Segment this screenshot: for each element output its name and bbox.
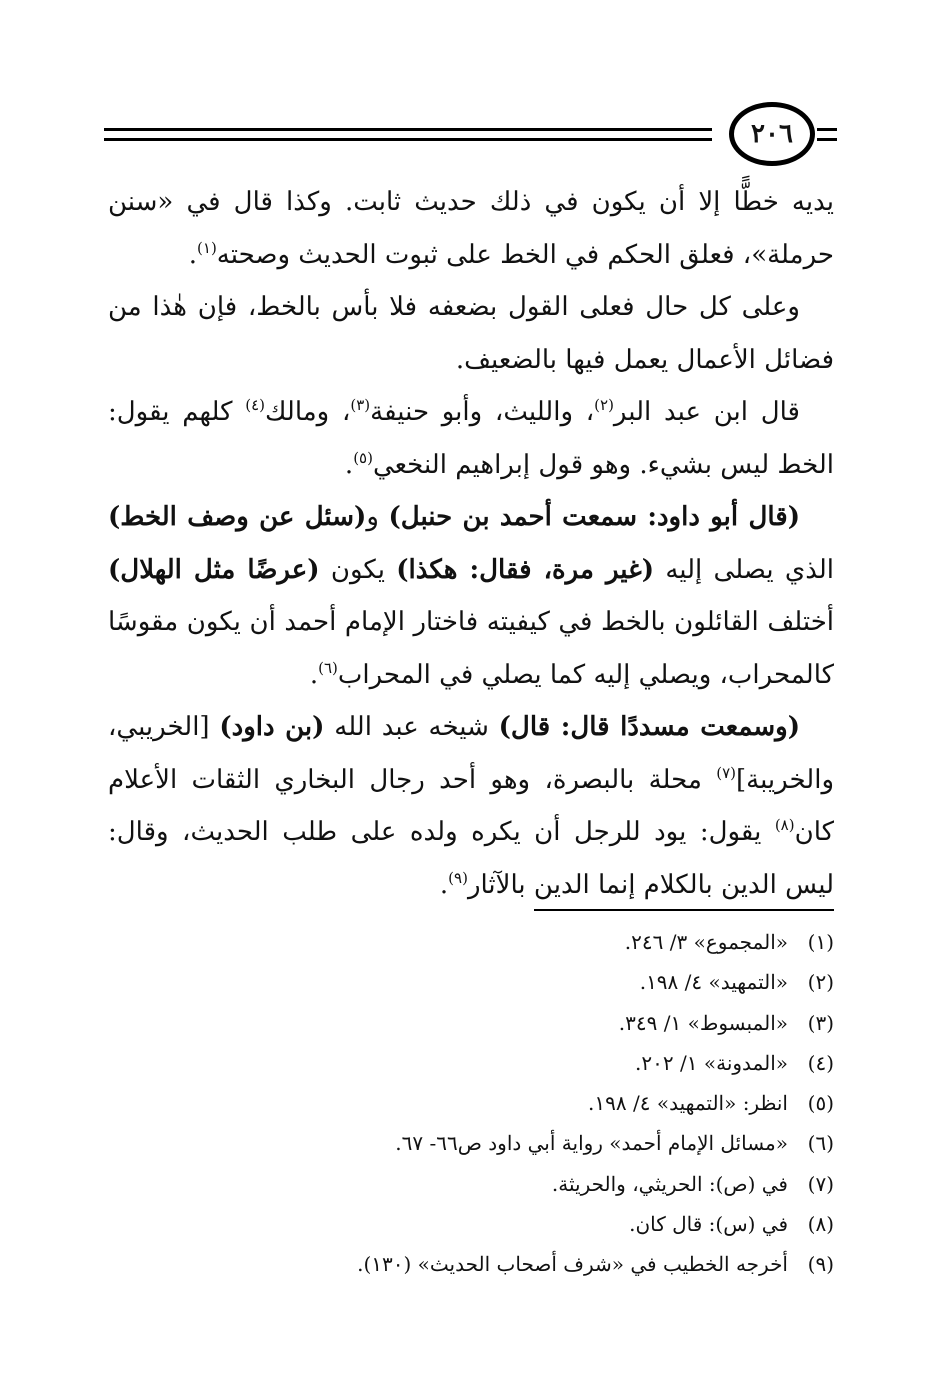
page-header <box>104 100 837 170</box>
header-rule-tip-upper <box>817 128 837 131</box>
footnote-ref-4[interactable]: (٤) <box>245 396 265 414</box>
footnote-ref-8[interactable]: (٨) <box>774 816 795 834</box>
footnote-number: (٦) <box>807 1131 834 1156</box>
footnote-text: «المدونة» ١/ ٢٠٢. <box>635 1050 788 1075</box>
paragraph-3 <box>108 386 834 491</box>
text-run: [الخريبي، والخريبة] <box>108 712 834 795</box>
footnote-text: «التمهيد» ٤/ ١٩٨. <box>639 970 788 995</box>
footnote-text: «المجموع» ٣/ ٢٤٦. <box>624 930 788 954</box>
quoted-matn: (قال أبو داود: سمعت أحمد بن حنبل) <box>388 502 800 532</box>
paragraph-4 <box>108 491 834 701</box>
footnote-text: انظر: «التمهيد» ٤/ ١٩٨. <box>588 1091 788 1116</box>
text-run: . <box>188 239 198 270</box>
text-run: يقول: يود للرجل أن يكره ولده على طلب الحديث، وقال: ليس الدين بالكلام إنما الدين بالآثار <box>108 817 834 900</box>
paragraph-1 <box>108 176 834 281</box>
quoted-matn: (غير مرة، فقال: هكذا) <box>396 554 655 585</box>
footnote-text: «المبسوط» ١/ ٣٤٩. <box>618 1010 788 1035</box>
footnote-1 <box>108 922 834 962</box>
footnote-ref-1[interactable]: (١) <box>197 238 217 257</box>
footnote-number: (٥) <box>807 1091 834 1116</box>
footnote-number: (٧) <box>807 1171 834 1196</box>
main-text <box>108 176 834 911</box>
footnote-number: (٤) <box>807 1050 834 1075</box>
footnote-text: أخرجه الخطيب في «شرف أصحاب الحديث» (١٣٠). <box>357 1252 788 1277</box>
footnote-9 <box>108 1244 834 1284</box>
quoted-matn: (عرضًا مثل الهلال) <box>108 554 320 585</box>
text-run: كلهم يقول: الخط ليس بشيء. وهو قول إبراهيم النخعي <box>108 397 834 480</box>
footnote-ref-9[interactable]: (٩) <box>448 868 468 887</box>
footnote-4 <box>108 1043 834 1083</box>
footnote-text: «مسائل الإمام أحمد» رواية أبي داود ص٦٦- ٦٧. <box>395 1131 788 1156</box>
footnotes <box>108 922 834 1285</box>
footnote-number: (٣) <box>807 1010 834 1035</box>
text-run: يديه خطًّا إلا أن يكون في ذلك حديث ثابت. وكذا قال في «سنن حرملة»، فعلق الحكم في الخط على ثبوت الحديث وصحته <box>108 187 834 270</box>
header-rule-tip-lower <box>817 138 837 141</box>
footnote-ref-3[interactable]: (٣) <box>350 396 371 414</box>
text-run: و <box>366 502 389 532</box>
text-run: . <box>309 659 319 690</box>
text-run: ، والليث، وأبو حنيفة <box>370 397 595 427</box>
text-run: محلة بالبصرة، وهو أحد رجال البخاري الثقات الأعلام كان <box>108 764 834 847</box>
footnote-number: (١) <box>807 930 834 954</box>
paragraph-5 <box>108 701 834 911</box>
footnote-7 <box>108 1164 834 1204</box>
header-rule-lower <box>104 138 712 141</box>
quoted-matn: (سئل عن وصف الخط) <box>108 502 367 532</box>
footnote-text: في (ص): الحريثي، والحريثة. <box>551 1171 788 1196</box>
text-run: ، ومالك <box>265 397 351 427</box>
header-rule-upper <box>104 128 712 131</box>
footnote-8 <box>108 1204 834 1244</box>
footnote-6 <box>108 1123 834 1163</box>
footnote-ref-5[interactable]: (٥) <box>353 448 373 467</box>
footnote-text: في (س): قال كان. <box>629 1212 788 1237</box>
text-run: يكون <box>319 554 397 585</box>
text-run: . <box>439 869 449 900</box>
paragraph-2: وعلى كل حال فعلى القول بضعفه فلا بأس بالخط، فإن هٰذا من فضائل الأعمال يعمل فيها بالضعيف. <box>108 292 834 375</box>
footnote-separator <box>534 909 834 911</box>
footnote-3 <box>108 1003 834 1043</box>
quoted-matn: (بن داود) <box>219 712 325 742</box>
footnote-ref-7[interactable]: (٧) <box>716 763 736 782</box>
footnote-ref-2[interactable]: (٢) <box>594 396 614 414</box>
text-run: أختلف القائلون بالخط في كيفيته فاختار الإمام أحمد أن يكون مقوسًا كالمحراب، ويصلي إليه كما يصلي في المحراب <box>108 607 834 690</box>
footnote-number: (٩) <box>807 1252 834 1277</box>
quoted-matn: (وسمعت مسددًا قال: قال) <box>498 712 801 742</box>
footnote-2 <box>108 962 834 1002</box>
text-run: الذي يصلى إليه <box>654 554 834 585</box>
footnote-number: (٢) <box>807 970 834 995</box>
text-run: . <box>344 449 354 480</box>
footnote-number: (٨) <box>807 1212 834 1237</box>
footnote-ref-6[interactable]: (٦) <box>318 658 338 677</box>
page-number: ٢٠٦ <box>729 102 815 166</box>
footnote-5 <box>108 1083 834 1123</box>
text-run: شيخه عبد الله <box>324 712 499 742</box>
text-run: قال ابن عبد البر <box>613 397 800 427</box>
